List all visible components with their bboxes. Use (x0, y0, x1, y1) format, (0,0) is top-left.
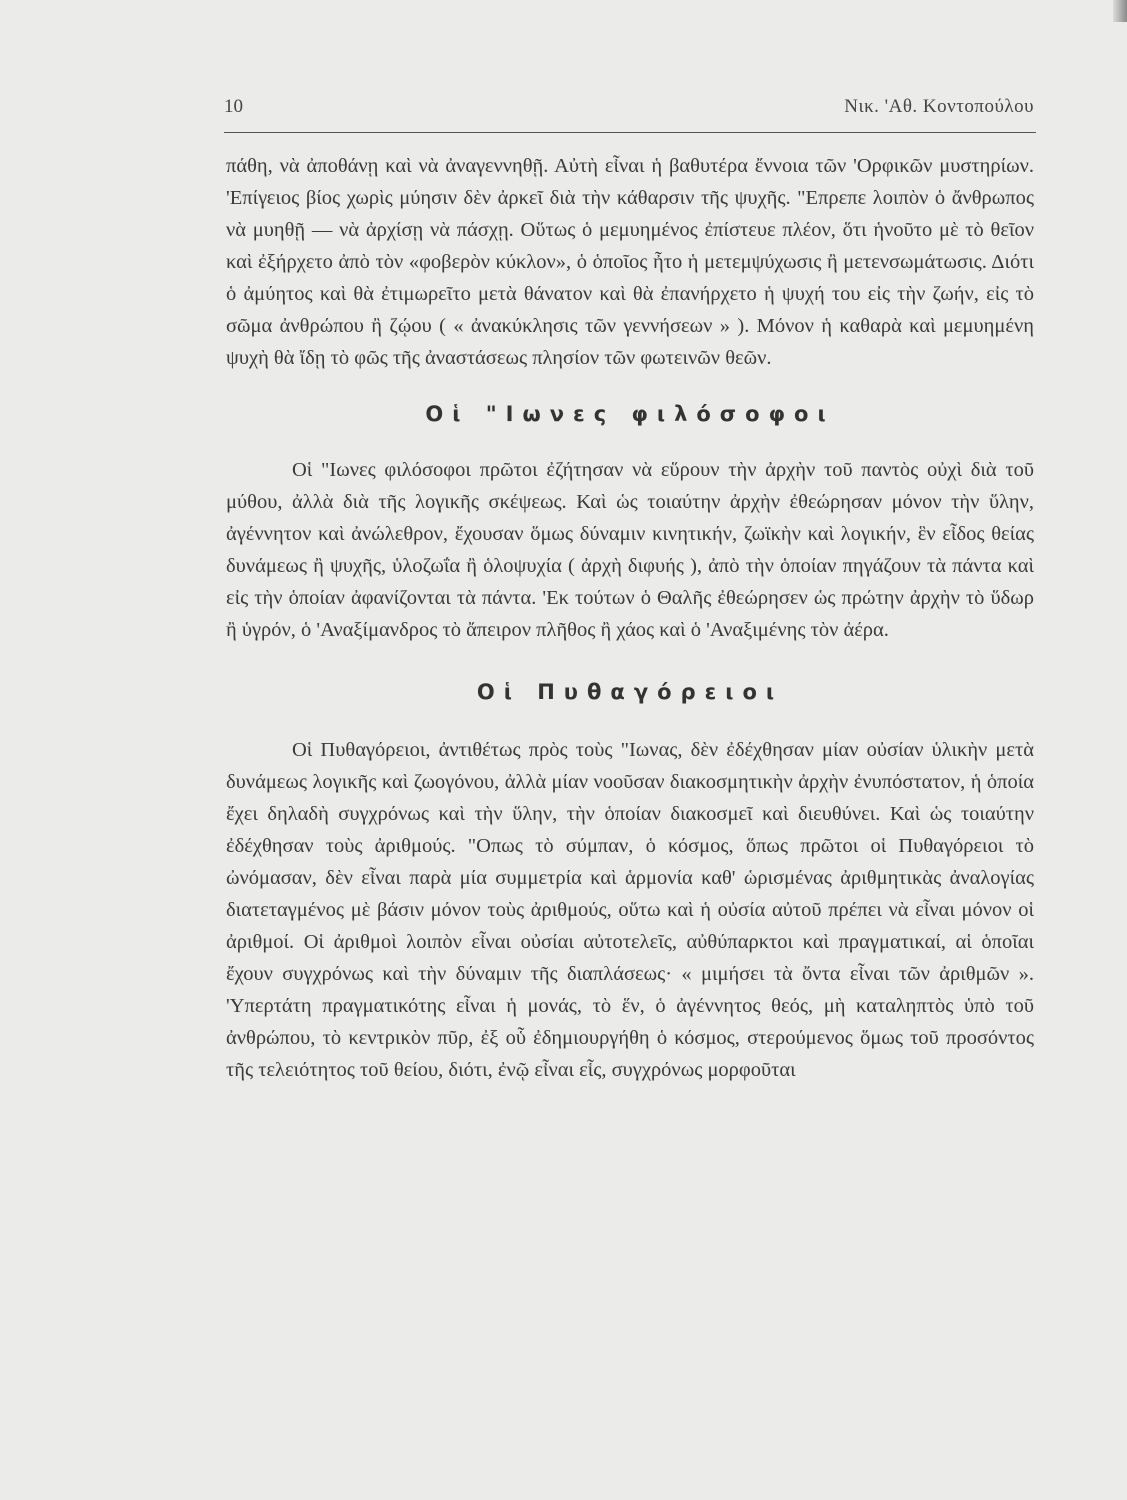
paragraph-ionian: Οἱ "Ιωνες φιλόσοφοι πρῶτοι ἐζήτησαν νὰ εὕρουν τὴν ἀρχὴν τοῦ παντὸς οὐχὶ διὰ τοῦ μύθου, ἀλλὰ διὰ τῆς λογικῆς σκέψεως. Καὶ ὡς τοιαύτην ἀρχὴν ἐθεώρησαν μόνον τὴν ὕλην, ἀγέννητον καὶ ἀνώλεθρον, ἔχουσαν ὅμως δύναμιν κινητικήν, ζωϊκὴν καὶ λογικήν, ἓν εἶδος θείας δυνάμεως ἢ ψυχῆς, ὑλοζωΐα ἢ ὁλοψυχία ( ἀρχὴ διφυής ), ἀπὸ τὴν ὁποίαν πηγάζουν τὰ πάντα καὶ εἰς τὴν ὁποίαν ἀφανίζονται τὰ πάντα. 'Εκ τούτων ὁ Θαλῆς ἐθεώρησεν ὡς πρώτην ἀρχὴν τὸ ὕδωρ ἢ ὑγρόν, ὁ 'Αναξίμανδρος τὸ ἄπειρον πλῆθος ἢ χάος καὶ ὁ 'Αναξιμένης τὸν ἀέρα. (226, 459, 1034, 641)
page-body (226, 150, 1034, 1086)
running-header (224, 96, 1036, 133)
paragraph-pythagorean: Οἱ Πυθαγόρειοι, ἀντιθέτως πρὸς τοὺς "Ιωνας, δὲν ἐδέχθησαν μίαν οὐσίαν ὑλικὴν μετὰ δυνάμεως λογικῆς καὶ ζωογόνου, ἀλλὰ μίαν νοοῦσαν διακοσμητικὴν ἀρχὴν ἐνυπόστατον, ἡ ὁποία ἔχει δηλαδὴ συγχρόνως καὶ τὴν ὕλην, τὴν ὁποίαν διακοσμεῖ καὶ διευθύνει. Καὶ ὡς τοιαύτην ἐδέχθησαν τοὺς ἀριθμούς. "Οπως τὸ σύμπαν, ὁ κόσμος, ὅπως πρῶτοι οἱ Πυθαγόρειοι τὸ ὠνόμασαν, δὲν εἶναι παρὰ μία συμμετρία καὶ ἁρμονία καθ' ὡρισμένας ἀριθμητικὰς ἀναλογίας διατεταγμένος μὲ βάσιν μόνον τοὺς ἀριθμούς, οὕτω καὶ ἡ οὐσία αὐτοῦ πρέπει νὰ εἶναι μόνον οἱ ἀριθμοί. Οἱ ἀριθμοὶ λοιπὸν εἶναι οὐσίαι αὐτοτελεῖς, αὐθύπαρκτοι καὶ πραγματικαί, αἱ ὁποῖαι ἔχουν συγχρόνως καὶ τὴν δύναμιν τῆς διαπλάσεως· « μιμήσει τὰ ὄντα εἶναι τῶν ἀριθμῶν ». 'Υπερτάτη πραγματικότης εἶναι ἡ μονάς, τὸ ἕν, ὁ ἀγέννητος θεός, μὴ καταληπτὸς ὑπὸ τοῦ ἀνθρώπου, τὸ κεντρικὸν πῦρ, ἐξ οὗ ἐδημιουργήθη ὁ κόσμος, στερούμενος ὅμως τοῦ προσόντος τῆς τελειότητος τοῦ θείου, διότι, ἐνῷ εἶναι εἷς, συγχρόνως μορφοῦται (226, 739, 1034, 1081)
section-heading-pythagoreans: Οἱ Πυθαγόρειοι (476, 680, 784, 704)
running-title: Νικ. 'Αθ. Κοντοπούλου (844, 96, 1034, 117)
page-number: 10 (224, 96, 243, 117)
section-heading-ionian-philosophers: Οἱ "Ιωνες φιλόσοφοι (425, 402, 835, 426)
scan-edge-mark (1113, 0, 1127, 22)
paragraph-orphic: πάθη, νὰ ἀποθάνῃ καὶ νὰ ἀναγεννηθῇ. Αὐτὴ εἶναι ἡ βαθυτέρα ἔννοια τῶν 'Ορφικῶν μυστηρίων. 'Επίγειος βίος χωρὶς μύησιν δὲν ἀρκεῖ διὰ τὴν κάθαρσιν τῆς ψυχῆς. "Επρεπε λοιπὸν ὁ ἄνθρωπος νὰ μυηθῇ — νὰ ἀρχίσῃ νὰ πάσχῃ. Οὕτως ὁ μεμυημένος ἐπίστευε πλέον, ὅτι ἡνοῦτο μὲ τὸ θεῖον καὶ ἐξήρχετο ἀπὸ τὸν «φοβερὸν κύκλον», ὁ ὁποῖος ἦτο ἡ μετεμψύχωσις ἢ μετενσωμάτωσις. Διότι ὁ ἀμύητος καὶ θὰ ἐτιμωρεῖτο μετὰ θάνατον καὶ θὰ ἐπανήρχετο ἡ ψυχή του εἰς τὴν ζωήν, εἰς τὸ σῶμα ἀνθρώπου ἢ ζῴου ( « ἀνακύκλησις τῶν γεννήσεων » ). Μόνον ἡ καθαρὰ καὶ μεμυημένη ψυχὴ θὰ ἴδῃ τὸ φῶς τῆς ἀναστάσεως πλησίον τῶν φωτεινῶν θεῶν. (226, 155, 1034, 369)
